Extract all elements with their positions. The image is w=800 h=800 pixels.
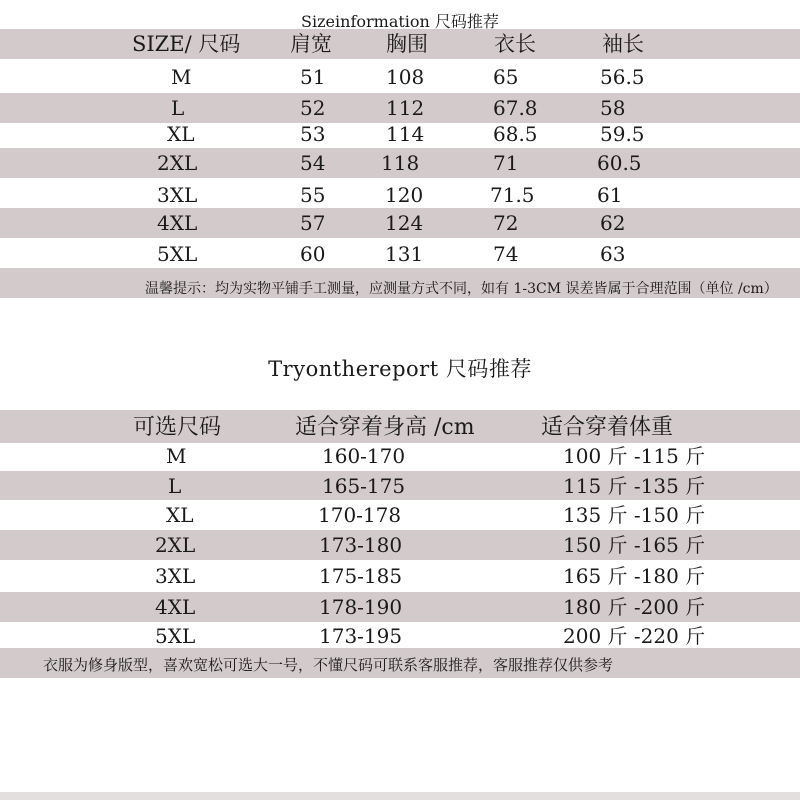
shoulder-cell: 57 <box>300 211 326 235</box>
height-cell: 170-178 <box>318 503 402 527</box>
table-row <box>0 148 800 178</box>
header-height: 适合穿着身高 /cm <box>295 415 475 440</box>
chest-cell: 108 <box>386 65 425 89</box>
try-on-title: Tryonthereport 尺码推荐 <box>268 357 532 381</box>
size-cell: M <box>171 65 192 89</box>
height-cell: 175-185 <box>319 564 403 588</box>
sleeve-cell: 56.5 <box>600 65 645 89</box>
table-row <box>0 471 800 501</box>
fit-note: 衣服为修身版型，喜欢宽松可选大一号，不懂尺码可联系客服推荐，客服推荐仅供参考 <box>43 656 614 674</box>
shoulder-cell: 60 <box>300 242 326 266</box>
size-info-title: Sizeinformation 尺码推荐 <box>301 12 499 31</box>
height-cell: 173-180 <box>319 533 403 557</box>
header-chest: 胸围 <box>386 32 428 56</box>
size-info-header-row <box>0 29 800 59</box>
weight-cell: 180 斤 -200 斤 <box>563 595 706 619</box>
weight-cell: 200 斤 -220 斤 <box>563 624 706 648</box>
table-row <box>0 561 800 591</box>
chest-cell: 131 <box>385 242 424 266</box>
size-cell: M <box>166 444 187 468</box>
header-size: SIZE/ 尺码 <box>132 32 241 56</box>
measurement-note: 温馨提示：均为实物平铺手工测量，应测量方式不同，如有 1-3CM 误差皆属于合理范围（单位 /cm） <box>145 281 778 297</box>
sleeve-cell: 61 <box>597 183 623 207</box>
weight-cell: 100 斤 -115 斤 <box>563 444 706 468</box>
try-on-header-row <box>0 413 800 443</box>
length-cell: 74 <box>493 242 519 266</box>
length-cell: 65 <box>493 65 519 89</box>
size-cell: 4XL <box>157 211 198 235</box>
size-cell: 2XL <box>155 533 196 557</box>
table-row <box>0 208 800 238</box>
header-weight: 适合穿着体重 <box>541 415 674 440</box>
shoulder-cell: 53 <box>300 122 326 146</box>
chest-cell: 114 <box>386 122 425 146</box>
height-cell: 165-175 <box>322 474 406 498</box>
length-cell: 71.5 <box>490 183 535 207</box>
sleeve-cell: 62 <box>600 211 626 235</box>
length-cell: 67.8 <box>493 96 538 120</box>
size-cell: 5XL <box>157 242 198 266</box>
sleeve-cell: 63 <box>600 242 626 266</box>
chest-cell: 112 <box>386 96 425 120</box>
length-cell: 72 <box>493 211 519 235</box>
chest-cell: 120 <box>385 183 424 207</box>
size-cell: 4XL <box>155 595 196 619</box>
table-row <box>0 119 800 149</box>
size-cell: L <box>168 474 182 498</box>
weight-cell: 150 斤 -165 斤 <box>563 533 706 557</box>
sleeve-cell: 60.5 <box>597 151 642 175</box>
size-cell: XL <box>167 122 195 146</box>
shoulder-cell: 55 <box>300 183 326 207</box>
table-row <box>0 500 800 530</box>
weight-cell: 115 斤 -135 斤 <box>563 474 706 498</box>
size-cell: L <box>171 96 185 120</box>
header-sleeve: 袖长 <box>602 32 644 56</box>
size-cell: 2XL <box>157 151 198 175</box>
footer-divider <box>0 792 800 800</box>
length-cell: 68.5 <box>493 122 538 146</box>
header-size-option: 可选尺码 <box>133 415 222 440</box>
table-row <box>0 62 800 92</box>
table-row <box>0 592 800 622</box>
height-cell: 178-190 <box>319 595 403 619</box>
chest-cell: 124 <box>385 211 424 235</box>
sleeve-cell: 59.5 <box>600 122 645 146</box>
table-row <box>0 180 800 210</box>
height-cell: 160-170 <box>322 444 406 468</box>
shoulder-cell: 54 <box>300 151 326 175</box>
table-row <box>0 530 800 560</box>
size-cell: 3XL <box>157 183 198 207</box>
height-cell: 173-195 <box>319 624 403 648</box>
table-row <box>0 239 800 269</box>
sleeve-cell: 58 <box>600 96 626 120</box>
shoulder-cell: 51 <box>300 65 326 89</box>
weight-cell: 135 斤 -150 斤 <box>563 503 706 527</box>
length-cell: 71 <box>493 151 519 175</box>
size-cell: XL <box>166 503 194 527</box>
table-row <box>0 441 800 471</box>
table-row <box>0 621 800 651</box>
size-cell: 3XL <box>155 564 196 588</box>
shoulder-cell: 52 <box>300 96 326 120</box>
header-length: 衣长 <box>494 32 536 56</box>
size-cell: 5XL <box>155 624 196 648</box>
weight-cell: 165 斤 -180 斤 <box>563 564 706 588</box>
chest-cell: 118 <box>381 151 420 175</box>
header-shoulder: 肩宽 <box>290 32 332 56</box>
